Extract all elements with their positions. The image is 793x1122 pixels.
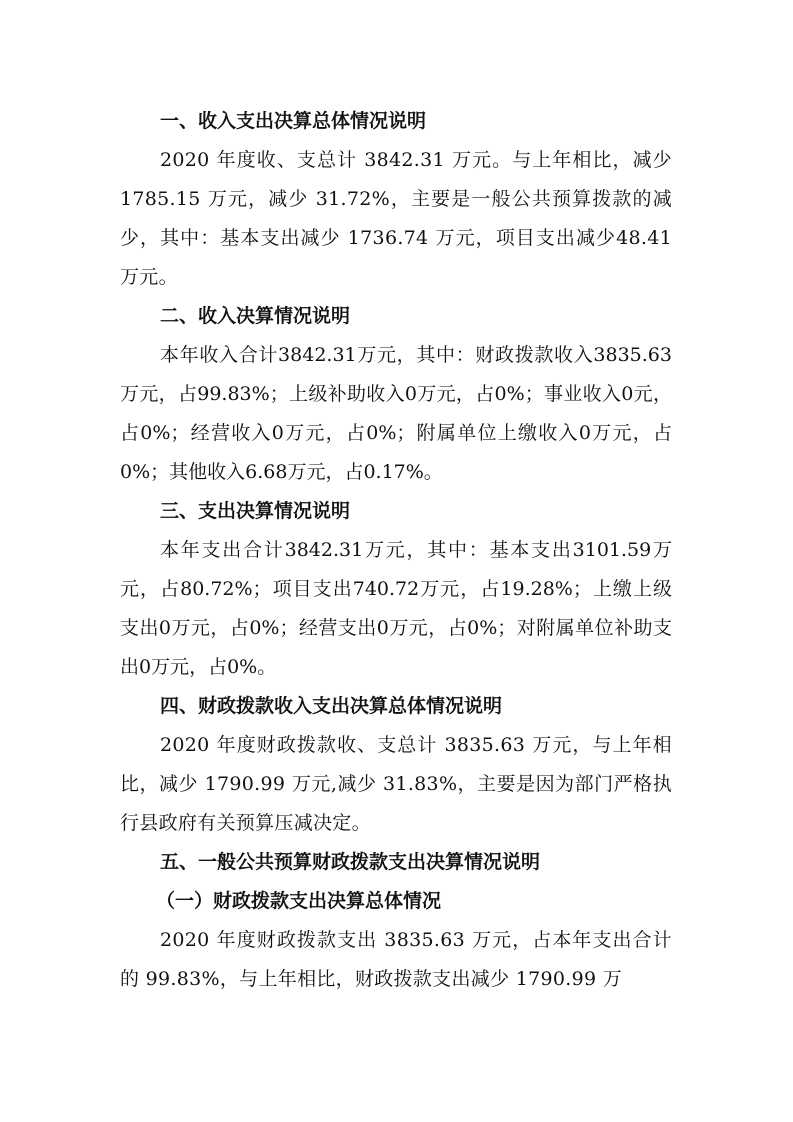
section-2-heading: 二、收入决算情况说明 — [160, 305, 351, 327]
section-2-body: 本年收入合计3842.31万元，其中：财政拨款收入3835.63万元，占99.83%；上级补助收入0万元，占0%；事业收入0元，占0%；经营收入0万元，占0%；附属单位上缴收入0万元，占0%；其他收入6.68万元，占0.17%。 — [120, 344, 672, 483]
section-3-heading: 三、支出决算情况说明 — [160, 500, 351, 522]
section-4-body: 2020 年度财政拨款收、支总计 3835.63 万元，与上年相比，减少 1790.99 万元,减少 31.83%，主要是因为部门严格执行县政府有关预算压减决定。 — [120, 734, 672, 834]
section-1-body: 2020 年度收、支总计 3842.31 万元。与上年相比，减少 1785.15 万元，减少 31.72%，主要是一般公共预算拨款的减少，其中：基本支出减少 1736.74 万元，项目支出减少48.41 万元。 — [120, 149, 672, 288]
section-5-body: 2020 年度财政拨款支出 3835.63 万元，占本年支出合计的 99.83%，与上年相比，财政拨款支出减少 1790.99 万 — [120, 929, 672, 990]
document-content — [120, 102, 672, 999]
section-5-subheading: （一）财政拨款支出决算总体情况 — [156, 890, 442, 912]
section-3-body: 本年支出合计3842.31万元，其中：基本支出3101.59万元，占80.72%；项目支出740.72万元，占19.28%；上缴上级支出0万元，占0%；经营支出0万元，占0%；对附属单位补助支出0万元，占0%。 — [120, 539, 672, 678]
section-1-heading: 一、收入支出决算总体情况说明 — [160, 110, 427, 132]
section-4-heading: 四、财政拨款收入支出决算总体情况说明 — [160, 695, 503, 717]
section-5-heading: 五、一般公共预算财政拨款支出决算情况说明 — [160, 851, 541, 873]
